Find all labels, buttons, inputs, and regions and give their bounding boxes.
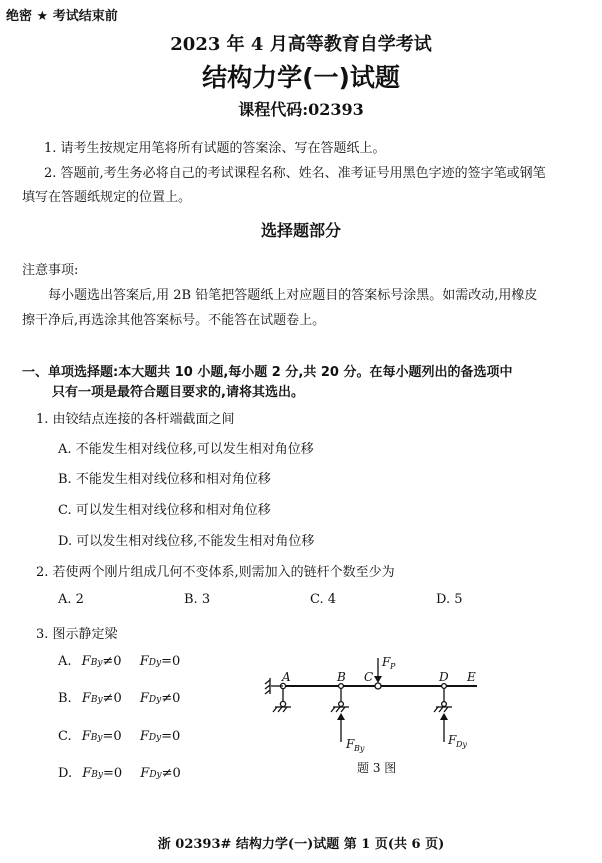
label-e: E [467, 670, 476, 684]
q3-c-label: C. [58, 729, 72, 744]
q3-c-s1: By [90, 733, 103, 743]
q3-b-label: B. [58, 691, 72, 706]
label-fdy-sub: Dy [456, 740, 467, 749]
hinge-c [375, 683, 381, 689]
notice-label: 注意事项: [22, 263, 79, 278]
q2-option-b: B. 3 [184, 592, 211, 607]
instruction-2-line1: 2. 答题前,考生务必将自己的考试课程名称、姓名、准考证号用黑色字迹的签字笔或钢笔 [44, 166, 546, 181]
part1-heading-line2: 只有一项是最符合题目要求的,请将其选出。 [52, 385, 304, 400]
instruction-1: 1. 请考生按规定用笔将所有试题的答案涂、写在答题纸上。 [44, 141, 386, 156]
q1-option-d: D. 可以发生相对线位移,不能发生相对角位移 [58, 534, 315, 549]
q3-c-op2: =0 [161, 729, 181, 744]
q3-a-f1: F [81, 654, 91, 669]
q3-option-a [58, 654, 180, 669]
course-code: 课程代码:02393 [238, 100, 364, 119]
q3-c-f1: F [81, 729, 91, 744]
label-c: C [364, 670, 374, 684]
q3-d-f2: F [140, 766, 150, 781]
q3-stem: 3. 图示静定梁 [36, 627, 118, 642]
q3-a-s1: By [90, 658, 103, 668]
q1-stem: 1. 由铰结点连接的各杆端截面之间 [36, 412, 235, 427]
q3-b-s2: Dy [148, 695, 162, 705]
reaction-b-arrow-head [337, 713, 345, 720]
q2-stem: 2. 若使两个刚片组成几何不变体系,则需加入的链杆个数至少为 [36, 565, 395, 580]
q3-d-f1: F [82, 766, 92, 781]
support-b [331, 684, 349, 742]
label-d: D [439, 670, 449, 684]
label-fby: F [346, 737, 355, 751]
q2-option-c: C. 4 [310, 592, 337, 607]
q3-c-s2: Dy [148, 733, 162, 743]
q3-beam-figure [255, 650, 485, 778]
part1-heading-line1: 一、单项选择题:本大题共 10 小题,每小题 2 分,共 20 分。在每小题列出的备选项中 [22, 365, 513, 380]
q1-option-a: A. 不能发生相对线位移,可以发生相对角位移 [58, 442, 314, 457]
label-fby-sub: By [354, 744, 365, 753]
subject-title: 结构力学(一)试题 [202, 63, 400, 92]
q3-c-f2: F [139, 729, 149, 744]
notice-line1: 每小题选出答案后,用 2B 铅笔把答题纸上对应题目的答案标号涂黑。如需改动,用橡皮 [48, 288, 538, 303]
label-a: A [282, 670, 291, 684]
label-fdy: F [448, 733, 457, 747]
q3-d-s2: Dy [149, 770, 162, 780]
q3-b-f2: F [139, 691, 149, 706]
q3-d-s1: By [91, 770, 103, 780]
secret-mark: 绝密 ★ 考试结束前 [6, 9, 118, 24]
q3-d-op1: =0 [102, 766, 123, 781]
exam-title: 2023 年 4 月高等教育自学考试 [170, 34, 432, 55]
q3-option-b [58, 691, 180, 706]
q3-b-op1: ≠0 [102, 691, 122, 706]
label-b: B [337, 670, 346, 684]
q1-option-b: B. 不能发生相对线位移和相对角位移 [58, 472, 271, 487]
q2-option-a: A. 2 [58, 592, 84, 607]
reaction-d-arrow-head [440, 713, 448, 720]
q3-b-s1: By [90, 695, 103, 705]
q3-b-op2: ≠0 [161, 691, 181, 706]
q3-a-f2: F [139, 654, 149, 669]
page-footer: 浙 02393# 结构力学(一)试题 第 1 页(共 6 页) [157, 837, 445, 852]
q3-a-op1: ≠0 [102, 654, 122, 669]
label-fp-sub: P [390, 662, 396, 671]
figure-caption: 题 3 图 [357, 761, 397, 775]
load-arrow-head [374, 676, 382, 683]
q3-a-label: A. [58, 654, 72, 669]
section-title: 选择题部分 [260, 221, 341, 240]
label-fp: F [382, 655, 391, 669]
q3-d-label: D. [58, 766, 73, 781]
q3-d-op2: ≠0 [161, 766, 181, 781]
q3-option-c [58, 729, 180, 744]
notice-line2: 擦干净后,再选涂其他答案标号。不能答在试题卷上。 [22, 313, 326, 328]
q3-c-op1: =0 [102, 729, 122, 744]
instruction-2-line2: 填写在答题纸规定的位置上。 [22, 190, 192, 205]
q3-option-d [58, 766, 181, 781]
q1-option-c: C. 可以发生相对线位移和相对角位移 [58, 503, 271, 518]
q2-option-d: D. 5 [436, 592, 463, 607]
q3-b-f1: F [81, 691, 91, 706]
q3-a-op2: =0 [161, 654, 181, 669]
q3-a-s2: Dy [148, 658, 162, 668]
